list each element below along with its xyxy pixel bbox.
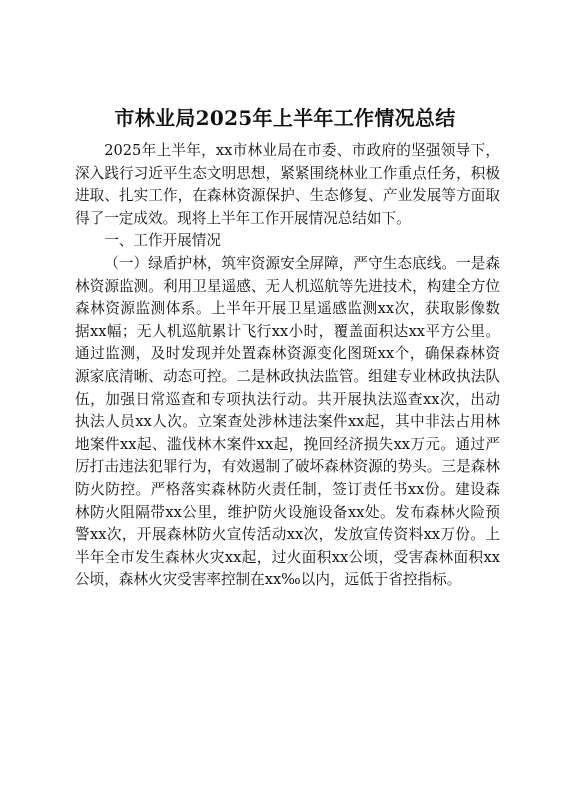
document-title: 市林业局2025年上半年工作情况总结 xyxy=(114,106,456,130)
document-body xyxy=(75,140,500,592)
section-heading-work-progress: 一、工作开展情况 xyxy=(104,232,221,250)
intro-paragraph: 2025年上半年，xx市林业局在市委、市政府的坚强领导下，深入践行习近平生态文明思想，紧紧围绕林业工作重点任务，积极进取、扎实工作，在森林资源保护、生态修复、产业发展等方面取得了一定成效。现将上半年工作开展情况总结如下。 xyxy=(75,142,500,227)
section-paragraph-forest-protection: （一）绿盾护林，筑牢资源安全屏障，严守生态底线。一是森林资源监测。利用卫星遥感、无人机巡航等先进技术，构建全方位森林资源监测体系。上半年开展卫星遥感监测xx次，获取影像数据xx幅；无人机巡航累计飞行xx小时，覆盖面积达xx平方公里。通过监测，及时发现并处置森林资源变化图斑xx个，确保森林资源家底清晰、动态可控。二是林政执法监管。组建专业林政执法队伍，加强日常巡查和专项执法行动。共开展执法巡查xx次，出动执法人员xx人次。立案查处涉林违法案件xx起，其中非法占用林地案件xx起、滥伐林木案件xx起，挽回经济损失xx万元。通过严厉打击违法犯罪行为，有效遏制了破坏森林资源的势头。三是森林防火防控。严格落实森林防火责任制，签订责任书xx份。建设森林防火阻隔带xx公里，维护防火设施设备xx处。发布森林火险预警xx次，开展森林防火宣传活动xx次，发放宣传资料xx万份。上半年全市发生森林火灾xx起，过火面积xx公顷，受害森林面积xx公顷，森林火灾受害率控制在xx‰以内，远低于省控指标。 xyxy=(75,254,500,589)
